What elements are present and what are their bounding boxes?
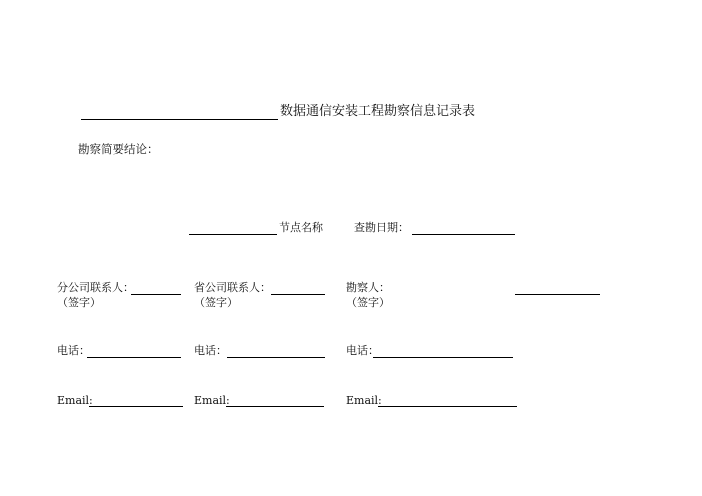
provincial-contact-signature-label: （签字） xyxy=(194,296,238,309)
provincial-contact-email-field[interactable] xyxy=(226,406,324,407)
node-name-blank[interactable] xyxy=(189,234,277,235)
provincial-contact-label: 省公司联系人： xyxy=(194,281,271,294)
branch-contact-signature-label: （签字） xyxy=(57,296,101,309)
branch-contact-phone-label: 电话： xyxy=(57,344,90,357)
surveyor-email-field[interactable] xyxy=(378,406,517,407)
title-prefix-blank[interactable] xyxy=(81,119,278,120)
surveyor-phone-label: 电话： xyxy=(346,344,379,357)
node-name-label: 节点名称 xyxy=(279,221,323,234)
provincial-contact-phone-field[interactable] xyxy=(227,357,325,358)
surveyor-label: 勘察人： xyxy=(346,281,390,294)
document-title: 数据通信安装工程勘察信息记录表 xyxy=(280,104,476,119)
summary-label: 勘察简要结论： xyxy=(78,142,159,156)
survey-date-label: 查勘日期： xyxy=(354,221,409,234)
surveyor-email-label: Email: xyxy=(346,394,382,407)
branch-contact-email-field[interactable] xyxy=(89,406,183,407)
branch-contact-name-field[interactable] xyxy=(131,294,181,295)
provincial-contact-phone-label: 电话： xyxy=(194,344,227,357)
provincial-contact-email-label: Email: xyxy=(194,394,230,407)
surveyor-phone-field[interactable] xyxy=(373,357,513,358)
branch-contact-email-label: Email: xyxy=(57,394,93,407)
survey-date-field[interactable] xyxy=(412,234,515,235)
branch-contact-phone-field[interactable] xyxy=(87,357,181,358)
surveyor-name-field[interactable] xyxy=(515,294,600,295)
branch-contact-label: 分公司联系人： xyxy=(57,281,134,294)
surveyor-signature-label: （签字） xyxy=(346,296,390,309)
provincial-contact-name-field[interactable] xyxy=(271,294,325,295)
